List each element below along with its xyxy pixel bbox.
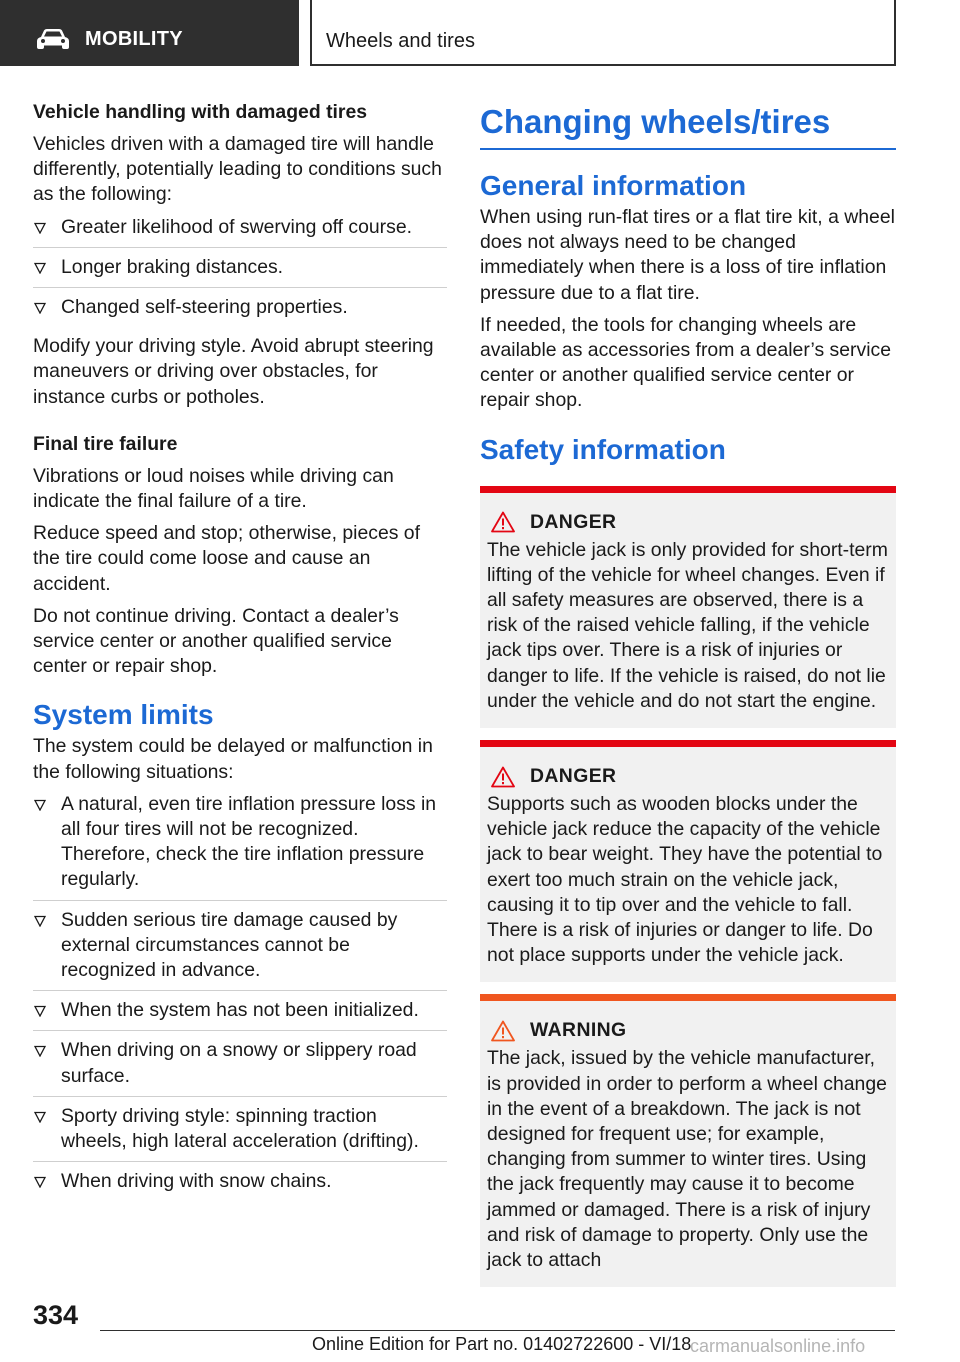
- chapter-box: [310, 0, 896, 66]
- watermark: carmanualsonline.info: [690, 1336, 866, 1356]
- system-limits-list: [33, 792, 447, 1202]
- bullet-triangle-icon: [34, 222, 46, 234]
- handling-after: Modify your driving style. Avoid abrupt steering maneuvers or driving over obstacles, for instance curbs or potholes.: [33, 335, 434, 408]
- warning-text: The vehicle jack is only provided for short-term lifting of the vehicle for wheel changes. Even if all safety measures are observed, there is a risk of the raised vehicle falling, if the vehicle jack tips over. There is a risk of injuries or danger to life. If the vehicle is raised, do not lie under the vehicle and do not start the engine.: [487, 538, 888, 712]
- bullet-triangle-icon: [34, 799, 46, 811]
- handling-heading: Vehicle handling with damaged tires: [33, 101, 368, 123]
- bullet-triangle-icon: [34, 1005, 46, 1017]
- general-info-p1: When using run-flat tires or a flat tire kit, a wheel does not always need to be changed immediately when there is a loss of tire inflation pressure due to a flat tire.: [480, 206, 895, 304]
- warning-label: DANGER: [530, 510, 617, 533]
- bullet-triangle-icon: [34, 1176, 46, 1188]
- danger-box-1: [480, 486, 896, 728]
- car-icon: [36, 28, 70, 50]
- warning-text: Supports such as wooden blocks under the vehicle jack reduce the capacity of the vehicle jack to bear weight. They have the potential to exert too much strain on the vehicle jack, causing it to tip over and the vehicle to fall. There is a risk of injuries or danger to life. Do not place supports under the vehicle jack.: [487, 793, 883, 967]
- left-column: [33, 100, 447, 1209]
- system-limits-intro: The system could be delayed or malfunction in the following situations:: [33, 735, 433, 783]
- final-failure-p1: Vibrations or loud noises while driving can indicate the final failure of a tire.: [33, 464, 394, 513]
- bullet-triangle-icon: [34, 1045, 46, 1057]
- final-failure-p3: Do not continue driving. Contact a dealer’s service center or another qualified service center or repair shop.: [33, 604, 399, 678]
- chapter-title: Wheels and tires: [326, 30, 475, 52]
- general-info-p2: If needed, the tools for changing wheels are available as accessories from a dealer’s service center or another qualified service center or repair shop.: [480, 313, 891, 412]
- warning-triangle-icon: [491, 511, 515, 533]
- bullet-triangle-icon: [34, 302, 46, 314]
- section-label: MOBILITY: [85, 28, 183, 50]
- section-tab: [0, 0, 299, 66]
- list-item: Sporty driving style: spinning traction wheels, high lateral acceleration (drifting).: [33, 1104, 447, 1162]
- warning-label: DANGER: [530, 765, 617, 788]
- handling-intro: Vehicles driven with a damaged tire will handle differently, potentially leading to conditions such as the following:: [33, 133, 442, 206]
- right-column: [480, 100, 896, 1287]
- list-item: Longer braking distances.: [33, 255, 447, 288]
- danger-box-2: [480, 740, 896, 982]
- bullet-triangle-icon: [34, 1111, 46, 1123]
- warning-box: [480, 994, 896, 1287]
- warning-label: WARNING: [530, 1019, 627, 1042]
- final-failure-p2: Reduce speed and stop; otherwise, pieces of the tire could come loose and cause an accident.: [33, 522, 420, 595]
- list-item: Greater likelihood of swerving off course.: [33, 215, 447, 248]
- list-item: When driving with snow chains.: [33, 1169, 447, 1201]
- safety-info-heading: Safety information: [480, 433, 726, 465]
- list-item: A natural, even tire inflation pressure loss in all four tires will not be recognized. Therefore, check the tire inflation pressure regularly.: [33, 792, 447, 901]
- list-item: When driving on a snowy or slippery road surface.: [33, 1038, 447, 1096]
- list-item: Changed self-steering properties.: [33, 295, 447, 327]
- main-heading: Changing wheels/tires: [480, 100, 896, 150]
- handling-list: [33, 215, 447, 328]
- page-header: [0, 0, 960, 66]
- general-info-heading: General information: [480, 170, 747, 201]
- edition-text: Online Edition for Part no. 01402722600 - VI/18: [312, 1334, 692, 1354]
- system-limits-heading: System limits: [33, 699, 214, 731]
- bullet-triangle-icon: [34, 915, 46, 927]
- warning-triangle-icon: [491, 1020, 515, 1042]
- list-item: Sudden serious tire damage caused by external circumstances cannot be recognized in advance.: [33, 908, 447, 992]
- list-item: When the system has not been initialized.: [33, 998, 447, 1031]
- warning-text: The jack, issued by the vehicle manufacturer, is provided in order to perform a wheel change in the event of a breakdown. The jack is not designed for frequent use; for example, changing from summer to winter tires. Using the jack frequently may cause it to become jammed or damaged. There is a risk of injury and risk of damage to property. Only use the jack to attach: [487, 1047, 887, 1272]
- page-number: 334: [33, 1300, 79, 1330]
- footer-divider: [100, 1330, 895, 1331]
- warning-triangle-icon: [491, 766, 515, 788]
- bullet-triangle-icon: [34, 262, 46, 274]
- final-failure-heading: Final tire failure: [33, 432, 178, 455]
